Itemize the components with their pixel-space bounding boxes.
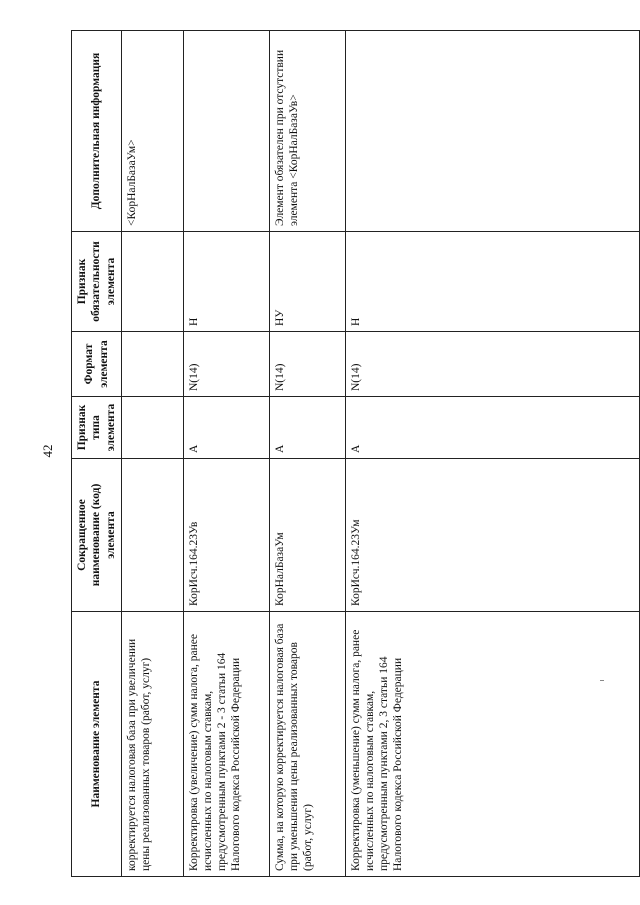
cell-code xyxy=(122,459,184,612)
header-element-format: Формат элемента xyxy=(72,332,122,397)
cell-type: А xyxy=(346,397,640,459)
cell-required: НУ xyxy=(270,232,346,332)
cell-format: N(14) xyxy=(270,332,346,397)
cell-info: <КорНалБазаУм> xyxy=(122,31,184,232)
table-row xyxy=(270,31,346,877)
table-row xyxy=(346,31,640,877)
cell-name: Корректировка (уменьшение) сумм налога, ранее исчисленных по налоговым ставкам, предусмотренным пунктами 2, 3 статьи 164 Налогового кодекса Российской Федерации xyxy=(346,612,640,877)
rotated-table-container xyxy=(71,31,639,877)
cell-code: КорНалБазаУм xyxy=(270,459,346,612)
page-number: 42 xyxy=(40,444,55,458)
header-element-code: Сокращенное наименование (код) элемента xyxy=(72,459,122,612)
cell-format xyxy=(122,332,184,397)
cell-info: Элемент обязателен при отсутствии элемента <КорНалБазаУв> xyxy=(270,31,346,232)
header-element-name: Наименование элемента xyxy=(72,612,122,877)
cell-required: Н xyxy=(346,232,640,332)
cell-code: КорИсч.164.23Ув xyxy=(184,459,270,612)
cell-info xyxy=(346,31,640,232)
cell-type: А xyxy=(270,397,346,459)
scan-speck xyxy=(600,680,604,681)
cell-code: КорИсч.164.23Ум xyxy=(346,459,640,612)
table-row xyxy=(184,31,270,877)
header-element-type: Признак типа элемента xyxy=(72,397,122,459)
cell-name: Корректировка (увеличение) сумм налога, ранее исчисленных по налоговым ставкам, предусмотренным пунктами 2 - 3 статьи 164 Налогового кодекса Российской Федерации xyxy=(184,612,270,877)
cell-type: А xyxy=(184,397,270,459)
cell-format: N(14) xyxy=(346,332,640,397)
table-header-row xyxy=(72,31,122,877)
cell-required xyxy=(122,232,184,332)
cell-info xyxy=(184,31,270,232)
cell-name: корректируется налоговая база при увеличении цены реализованных товаров (работ, услуг) xyxy=(122,612,184,877)
header-additional-info: Дополнительная информация xyxy=(72,31,122,232)
cell-required: Н xyxy=(184,232,270,332)
header-element-required: Признак обязательности элемента xyxy=(72,232,122,332)
element-table xyxy=(71,30,640,877)
table-row xyxy=(122,31,184,877)
cell-format: N(14) xyxy=(184,332,270,397)
cell-type xyxy=(122,397,184,459)
cell-name: Сумма, на которую корректируется налоговая база при уменьшении цены реализованных товаров (работ, услуг) xyxy=(270,612,346,877)
